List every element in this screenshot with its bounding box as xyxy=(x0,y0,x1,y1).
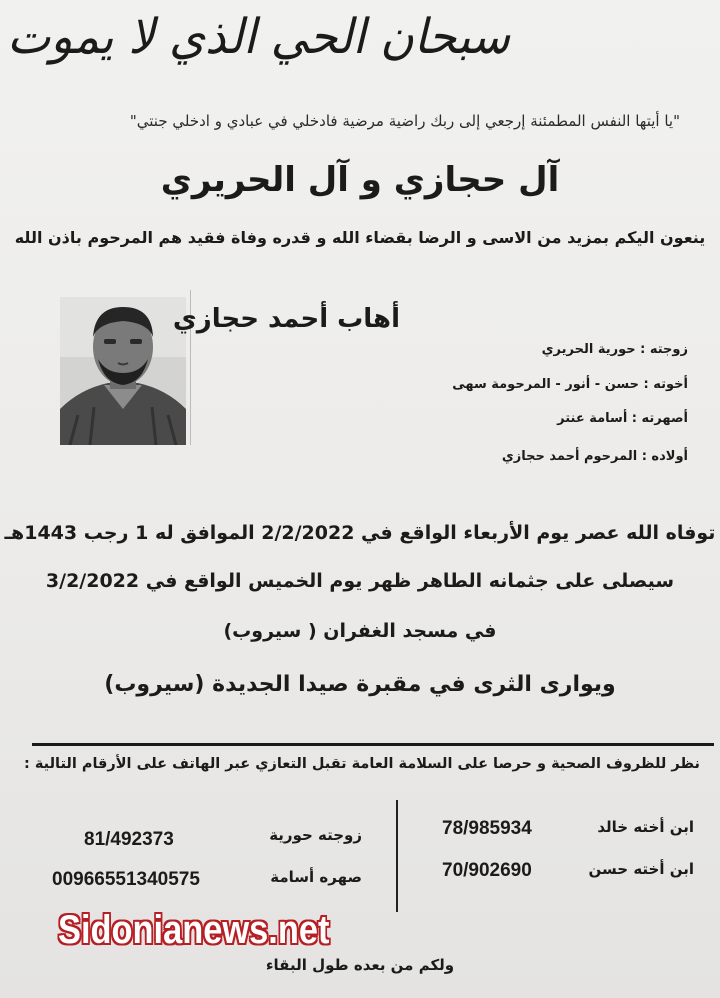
contact-number: 78/985934 xyxy=(442,818,532,839)
contact-label: صهره أسامة xyxy=(270,868,362,886)
contact-number: 70/902690 xyxy=(442,860,532,881)
section-divider xyxy=(32,743,714,746)
relative-line: أخوته : حسن - أنور - المرحومة سهى xyxy=(452,377,688,392)
closing-line: ولكم من بعده طول البقاء xyxy=(265,956,455,974)
relative-line: أصهرته : أسامة عنتر xyxy=(557,411,688,426)
deceased-photo xyxy=(60,297,186,445)
contacts-separator xyxy=(396,800,398,912)
deceased-name: أهاب أحمد حجازي xyxy=(172,304,400,334)
contact-label: ابن أخته حسن xyxy=(588,860,694,878)
families-title: آل حجازي و آل الحريري xyxy=(160,160,560,200)
announcement-line: ينعون اليكم بمزيد من الاسى و الرضا بقضاء الله و قدره وفاة فقيد هم المرحوم باذن الله xyxy=(14,228,706,247)
contact-label: ابن أخته خالد xyxy=(597,818,694,836)
quran-verse: "يا أيتها النفس المطمئنة إرجعي إلى ربك راضية مرضية فادخلي في عبادي و ادخلي جنتي" xyxy=(129,112,680,130)
prayer-line: سيصلى على جثمانه الطاهر ظهر يوم الخميس الواقع في 3/2/2022 xyxy=(45,570,675,592)
relative-line: أولاده : المرحوم أحمد حجازي xyxy=(501,449,688,464)
burial-line: ويوارى الثرى في مقبرة صيدا الجديدة (سيروب) xyxy=(104,672,616,697)
header-calligraphy: سبحان الحي الذي لا يموت xyxy=(7,8,510,65)
condolence-notice: نظر للظروف الصحية و حرصا على السلامة العامة تقبل التعازي عبر الهاتف على الأرقام التالية : xyxy=(24,756,700,772)
contact-number: 81/492373 xyxy=(84,829,174,850)
contact-number: 00966551340575 xyxy=(52,869,200,890)
relative-line: زوجته : حورية الحريري xyxy=(541,342,688,357)
mosque-line: في مسجد الغفران ( سيروب) xyxy=(223,620,497,642)
death-date-line: توفاه الله عصر يوم الأربعاء الواقع في 2/2/2022 الموافق له 1 رجب 1443هـ xyxy=(4,522,716,544)
contact-label: زوجته حورية xyxy=(269,826,362,844)
site-watermark: Sidonianews.net xyxy=(58,908,330,952)
